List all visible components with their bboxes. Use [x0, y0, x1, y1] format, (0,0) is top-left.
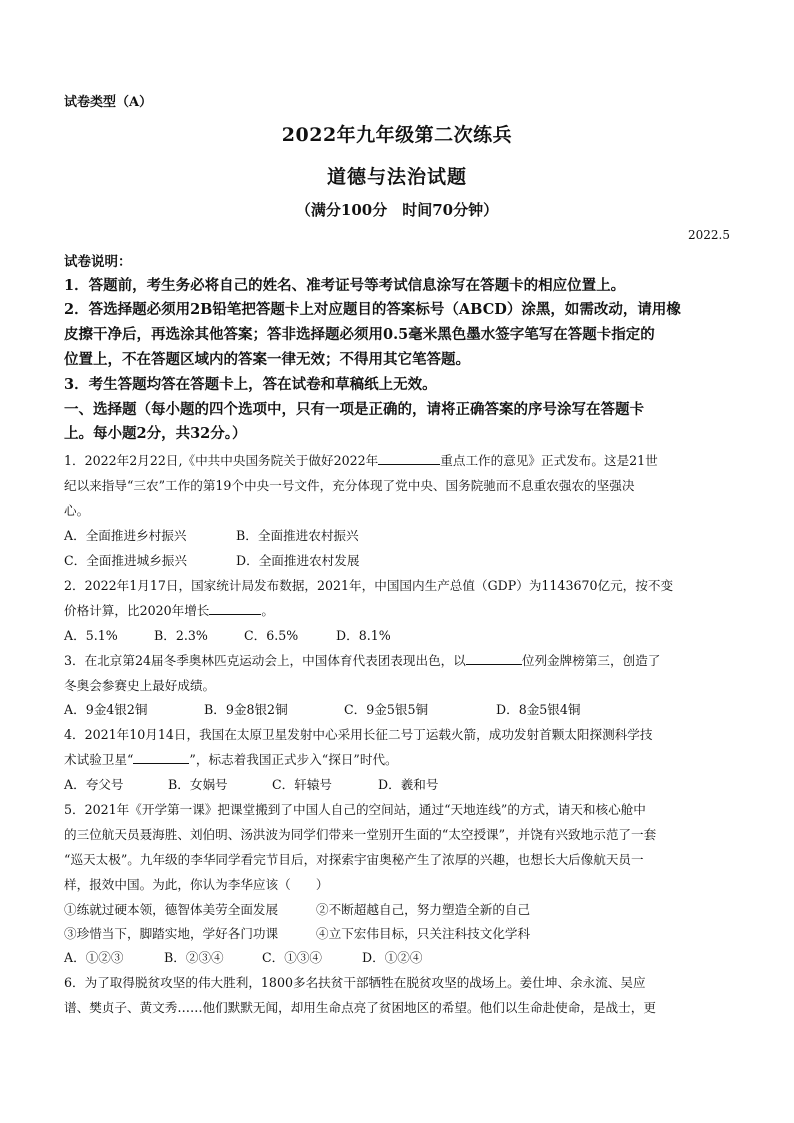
- question-text: 术试验卫星“: [64, 752, 134, 767]
- question-5-line: “巡天太极”。九年级的李华同学看完节目后，对探索宇宙奥秘产生了浓厚的兴趣，也想长大后像航天员一: [64, 852, 644, 867]
- option-a[interactable]: A．夸父号: [64, 777, 124, 792]
- option-b[interactable]: B．全面推进农村振兴: [236, 528, 359, 543]
- question-1-line: 心。: [64, 503, 90, 518]
- answer-blank: [133, 751, 189, 764]
- instruction-line: 皮擦干净后，再选涂其他答案；答非选择题必须用0.5毫米黑色墨水签字笔写在答题卡指定的: [64, 326, 655, 343]
- question-2-line: 2．2022年1月17日，国家统计局发布数据，2021年，中国国内生产总值（GDP）为1143670亿元，按不变: [64, 578, 674, 593]
- instruction-line: 1．答题前，考生务必将自己的姓名、准考证号等考试信息涂写在答题卡的相应位置上。: [64, 277, 626, 294]
- question-5-line: 样，报效中国。为此，你认为李华应该（ ）: [64, 877, 329, 892]
- exam-date: 2022.5: [688, 228, 730, 242]
- option-d[interactable]: D．全面推进农村发展: [236, 553, 360, 568]
- option-b[interactable]: B．2.3%: [154, 628, 208, 643]
- question-3-line: 冬奥会参赛史上最好成绩。: [64, 678, 216, 693]
- question-text: 。: [261, 603, 274, 618]
- question-text: 3．在北京第24届冬季奥林匹克运动会上，中国体育代表团表现出色，以: [64, 653, 466, 668]
- question-text: 重点工作的意见》正式发布。这是21世: [440, 453, 658, 468]
- option-d[interactable]: D．8.1%: [336, 628, 391, 643]
- instruction-line: 位置上，不在答题区域内的答案一律无效；不得用其它笔答题。: [64, 351, 470, 368]
- question-6-line: 谱、樊贞子、黄文秀……他们默默无闻，却用生命点亮了贫困地区的希望。他们以生命赴使命，是战士，更: [64, 1000, 656, 1015]
- option-b[interactable]: B．②③④: [164, 950, 224, 965]
- statement-2: ②不断超越自己，努力塑造全新的自己: [316, 902, 531, 917]
- option-c[interactable]: C．①③④: [262, 950, 323, 965]
- question-5-line: 5．2021年《开学第一课》把课堂搬到了中国人自己的空间站，通过“天地连线”的方式，请天和核心舱中: [64, 802, 646, 817]
- question-4-line: 4．2021年10月14日，我国在太原卫星发射中心采用长征二号丁运载火箭，成功发射首颗太阳探测科学技: [64, 727, 653, 742]
- question-3-line: [64, 650, 660, 669]
- instruction-line: 3．考生答题均答在答题卡上，答在试卷和草稿纸上无效。: [64, 376, 437, 393]
- instructions-heading: 试卷说明：: [64, 254, 132, 270]
- option-c[interactable]: C．轩辕号: [272, 777, 333, 792]
- instruction-line: 2．答选择题必须用2B铅笔把答题卡上对应题目的答案标号（ABCD）涂黑，如需改动，请用橡: [64, 301, 681, 318]
- question-1-options: [64, 550, 359, 569]
- question-text: 1．2022年2月22日,《中共中央国务院关于做好2022年: [64, 453, 379, 468]
- answer-blank: [466, 652, 522, 665]
- exam-meta: （满分100分 时间70分钟）: [295, 201, 499, 219]
- section-heading: 一、选择题（每小题的四个选项中，只有一项是正确的，请将正确答案的序号涂写在答题卡: [64, 401, 644, 418]
- option-d[interactable]: D．①②④: [362, 950, 423, 965]
- option-d[interactable]: D．羲和号: [378, 777, 439, 792]
- section-heading: 上。每小题2分，共32分。）: [64, 425, 247, 442]
- statement-3: ③珍惜当下，脚踏实地，学好各门功课: [64, 926, 279, 941]
- option-a[interactable]: A．5.1%: [64, 628, 118, 643]
- answer-blank: [209, 602, 261, 615]
- question-text: ”，标志着我国正式步入“探日”时代。: [189, 752, 398, 767]
- paper-type-label: 试卷类型（A）: [64, 95, 153, 110]
- option-d[interactable]: D．8金5银4铜: [496, 702, 581, 717]
- question-4-line: [64, 749, 398, 768]
- question-5-statements: [64, 899, 530, 918]
- question-5-line: 的三位航天员聂海胜、刘伯明、汤洪波为同学们带来一堂别开生面的“太空授课”，并饶有兴致地示范了一套: [64, 827, 657, 842]
- option-c[interactable]: C．9金5银5铜: [344, 702, 429, 717]
- question-1-line: 纪以来指导“三农”工作的第19个中央一号文件，充分体现了党中央、国务院驰而不息重农强农的坚强决: [64, 478, 635, 493]
- question-6-line: 6．为了取得脱贫攻坚的伟大胜利，1800多名扶贫干部牺牲在脱贫攻坚的战场上。姜仕坤、余永流、吴应: [64, 975, 646, 990]
- option-b[interactable]: B．女娲号: [168, 777, 228, 792]
- option-a[interactable]: A．9金4银2铜: [64, 702, 148, 717]
- question-1-line: [64, 450, 658, 469]
- question-2-options: [64, 625, 391, 644]
- subject-title: 道德与法治试题: [326, 166, 467, 188]
- question-1-options: [64, 525, 359, 544]
- statement-4: ④立下宏伟目标，只关注科技文化学科: [316, 926, 531, 941]
- option-c[interactable]: C．6.5%: [244, 628, 299, 643]
- question-2-line: [64, 600, 274, 619]
- question-text: 位列金牌榜第三，创造了: [521, 653, 661, 668]
- option-a[interactable]: A．①②③: [64, 950, 124, 965]
- question-5-options: [64, 947, 422, 966]
- question-5-statements: [64, 923, 530, 942]
- option-c[interactable]: C．全面推进城乡振兴: [64, 553, 187, 568]
- statement-1: ①练就过硬本领，德智体美劳全面发展: [64, 902, 279, 917]
- question-3-options: [64, 699, 581, 718]
- option-a[interactable]: A．全面推进乡村振兴: [64, 528, 187, 543]
- option-b[interactable]: B．9金8银2铜: [204, 702, 288, 717]
- question-4-options: [64, 774, 438, 793]
- question-text: 价格计算，比2020年增长: [64, 603, 210, 618]
- answer-blank: [378, 452, 440, 465]
- exam-title: 2022年九年级第二次练兵: [281, 124, 513, 146]
